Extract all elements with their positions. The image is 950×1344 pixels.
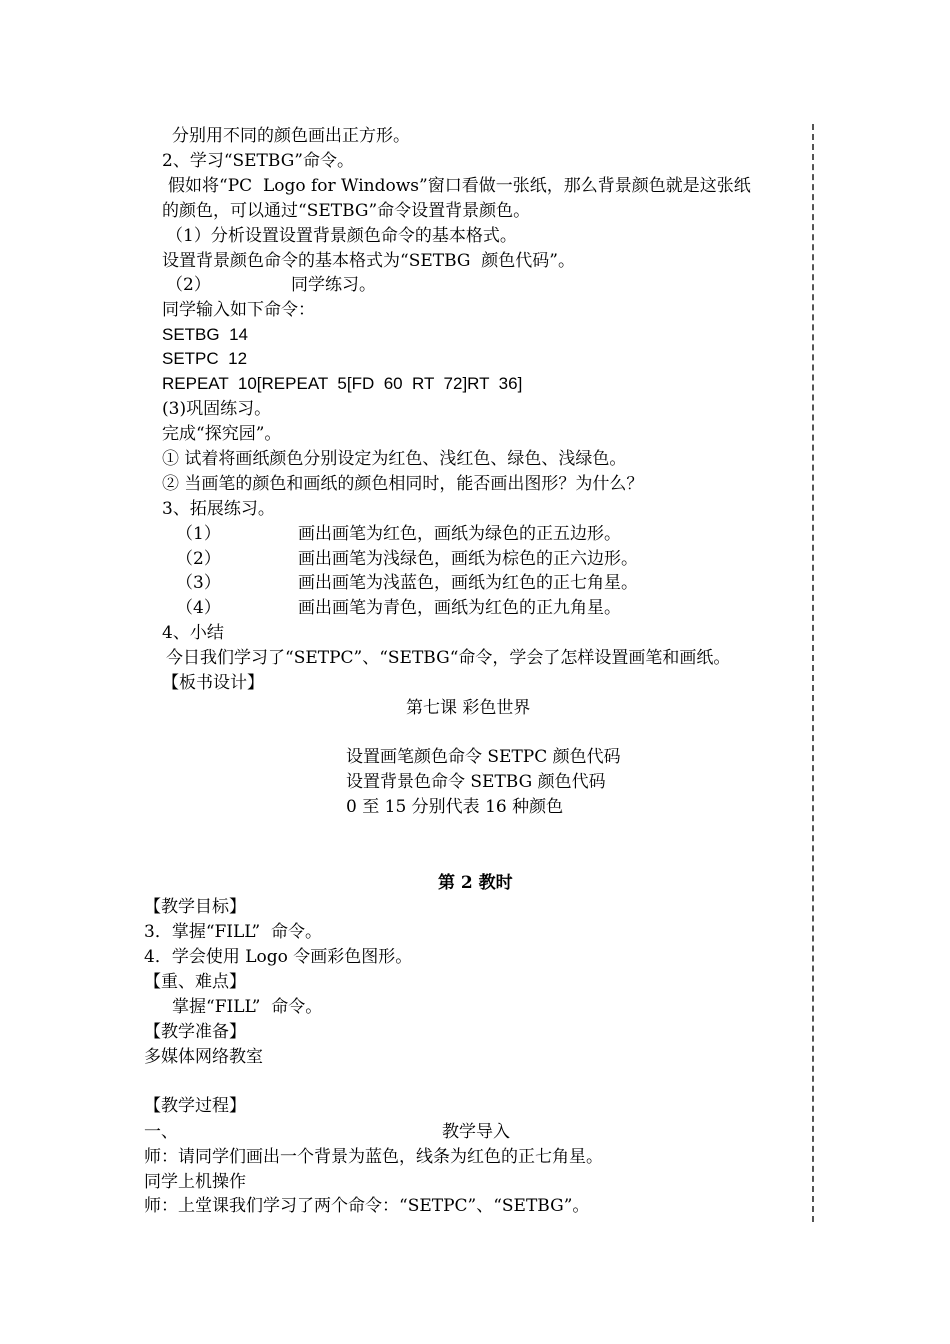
exercise-text: 画出画笔为红色，画纸为绿色的正五边形。 [298,524,621,544]
code-line: REPEAT 10[REPEAT 5[FD 60 RT 72]RT 36] [162,374,523,393]
board-line: 设置画笔颜色命令 SETPC 颜色代码 [346,747,621,767]
board-line: 0 至 15 分别代表 16 种颜色 [346,797,564,817]
text-line: 分别用不同的颜色画出正方形。 [172,126,410,146]
text-line: 2、学习“SETBG”命令。 [162,151,354,171]
text-line: （1）分析设置设置背景颜色命令的基本格式。 [166,226,517,246]
text-line: 同学上机操作 [144,1172,246,1192]
text-line: 假如将“PC Logo for Windows”窗口看做一张纸，那么背景颜色就是这张纸 [168,176,751,196]
text-line: 同学输入如下命令： [162,300,315,320]
text-line: ② 当画笔的颜色和画纸的颜色相同时，能否画出图形？为什么？ [162,474,644,494]
text-line: 师：上堂课我们学习了两个命令：“SETPC”、“SETBG”。 [144,1196,590,1216]
section-heading: 【板书设计】 [162,673,264,693]
exercise-number: （3） [176,573,221,593]
text-line: (3)巩固练习。 [162,399,272,419]
text-line: 的颜色，可以通过“SETBG”命令设置背景颜色。 [162,201,531,221]
section-heading: 【教学过程】 [144,1096,246,1116]
board-title: 第七课 彩色世界 [406,698,531,718]
board-line: 设置背景色命令 SETBG 颜色代码 [346,772,606,792]
exercise-number: （2） [176,549,221,569]
text-line: 4、小结 [162,623,224,643]
page-dashed-border [812,124,814,1222]
section-title: 第 2 教时 [438,873,513,893]
text-line: 师：请同学们画出一个背景为蓝色，线条为红色的正七角星。 [144,1147,603,1167]
text-line: 教学导入 [442,1122,510,1142]
exercise-text: 画出画笔为浅蓝色，画纸为红色的正七角星。 [298,573,638,593]
text-line: 设置背景颜色命令的基本格式为“SETBG 颜色代码”。 [162,251,575,271]
text-line: 今日我们学习了“SETPC”、“SETBG“命令，学会了怎样设置画笔和画纸。 [166,648,731,668]
exercise-text: 画出画笔为青色，画纸为红色的正九角星。 [298,598,621,618]
code-line: SETBG 14 [162,325,248,344]
section-heading: 【教学准备】 [144,1022,246,1042]
text-line: 3、拓展练习。 [162,499,275,519]
text-line: ① 试着将画纸颜色分别设定为红色、浅红色、绿色、浅绿色。 [162,449,627,469]
exercise-number: （1） [176,524,221,544]
exercise-number: （4） [176,598,221,618]
text-line: 4．学会使用 Logo 令画彩色图形。 [144,947,413,967]
text-line: 多媒体网络教室 [144,1047,263,1067]
code-line: SETPC 12 [162,349,248,368]
text-line: 一、 [144,1122,178,1142]
text-line: 同学练习。 [291,275,376,295]
text-line: 完成“探究园”。 [162,424,282,444]
text-line: 掌握“FILL” 命令。 [172,997,323,1017]
section-heading: 【教学目标】 [144,897,246,917]
section-heading: 【重、难点】 [144,972,246,992]
text-line: 3．掌握“FILL” 命令。 [144,922,323,942]
exercise-text: 画出画笔为浅绿色，画纸为棕色的正六边形。 [298,549,638,569]
text-line: （2） [166,275,211,295]
